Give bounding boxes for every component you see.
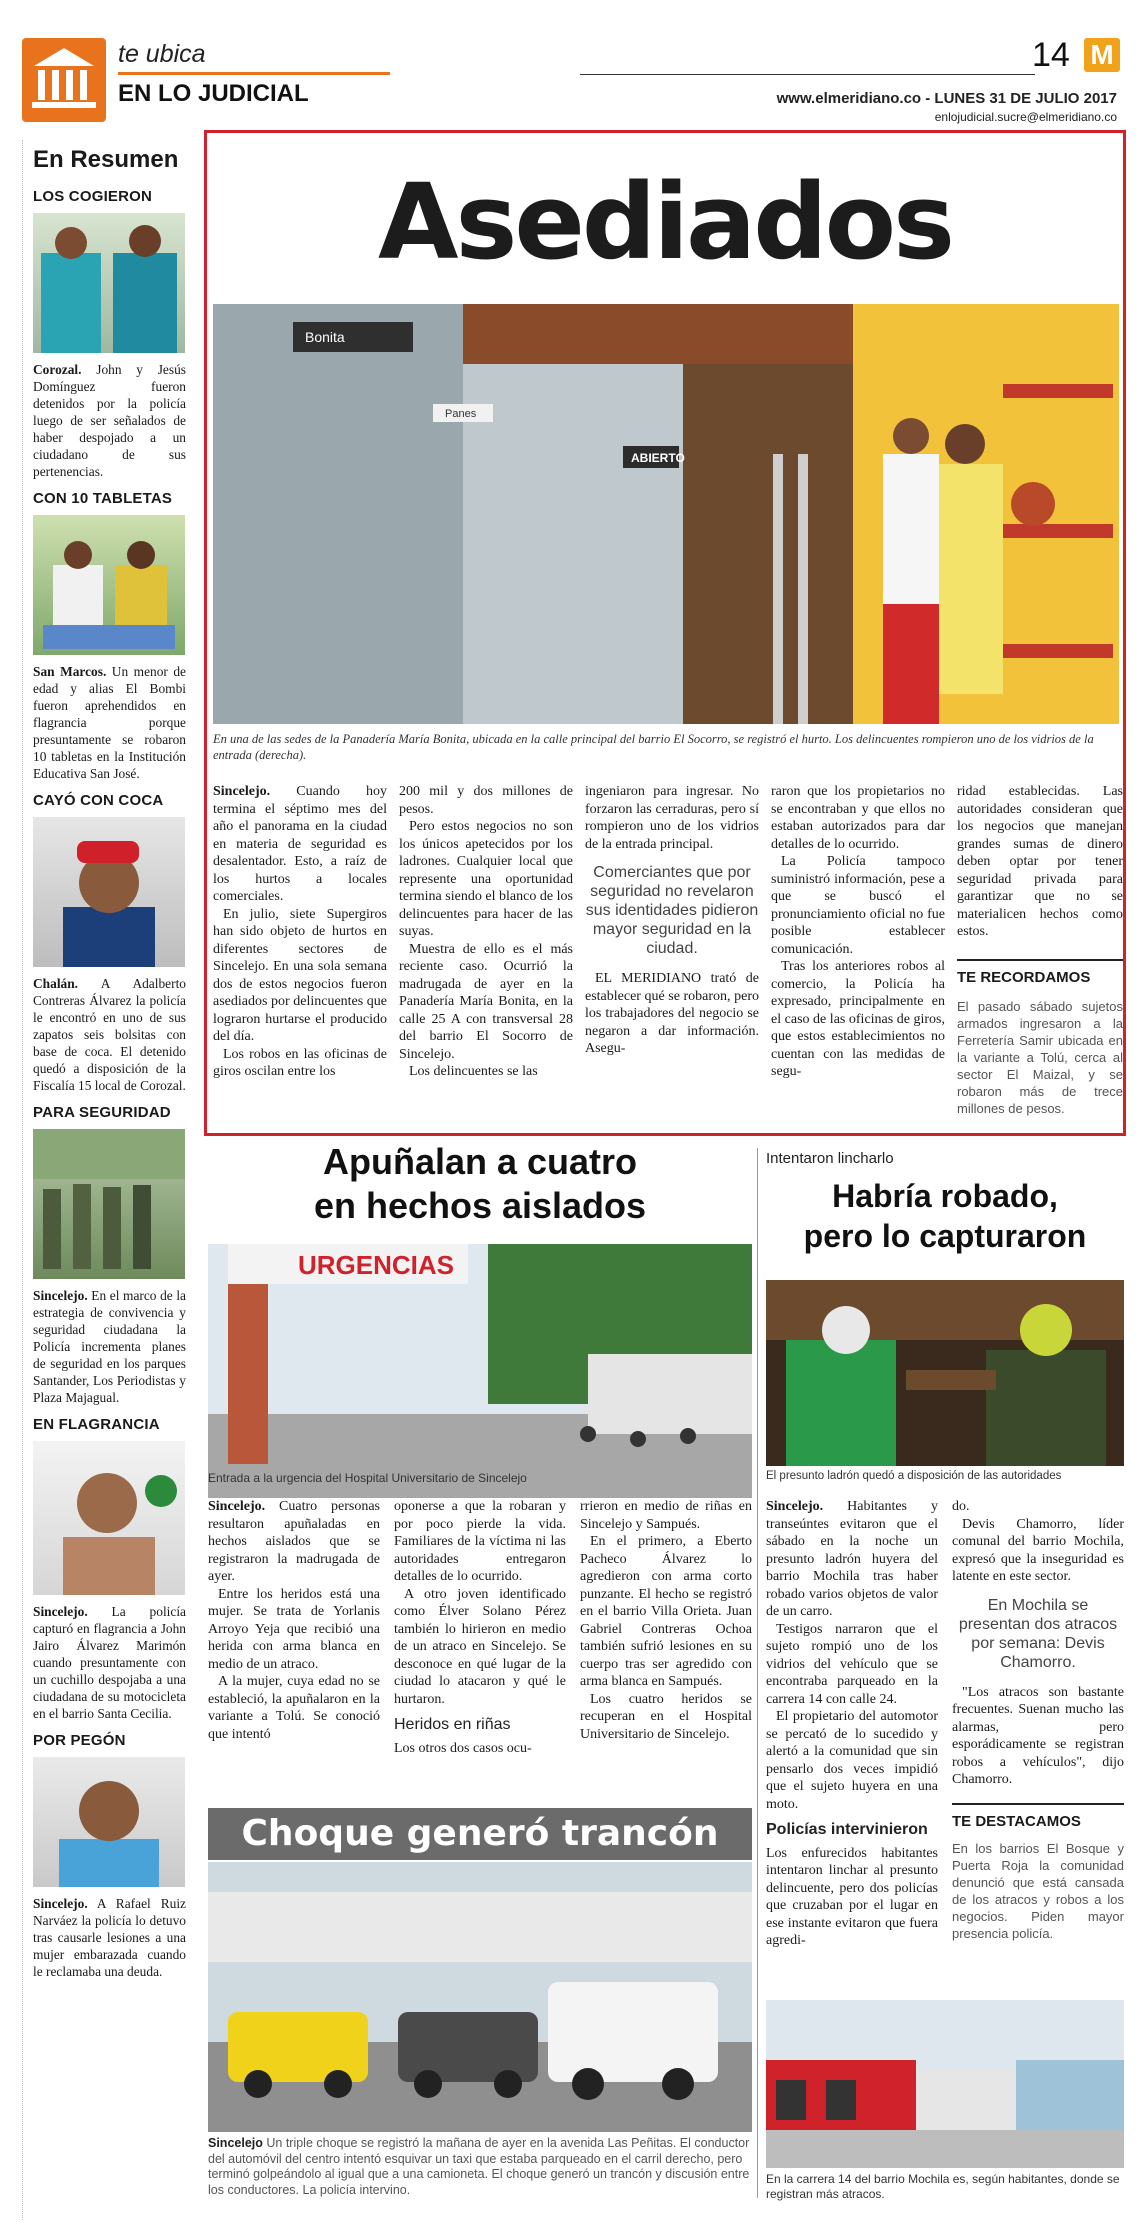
page-number: 14: [1032, 36, 1070, 74]
summary-item: [23, 1104, 192, 1406]
summary-sidebar: [22, 140, 192, 2220]
story-headline: Habría robado, pero lo capturaron: [803, 1178, 1087, 1254]
summary-photo: [33, 515, 185, 655]
summary-text: Sincelejo. A Rafael Ruiz Narváez la policía lo detuvo tras causarle lesiones a una mujer embarazada cuando le reclamaba una deuda.: [33, 1896, 186, 1979]
section-title: EN LO JUDICIAL: [118, 80, 309, 107]
summary-head: PARA SEGURIDAD: [33, 1104, 171, 1121]
main-story: [204, 130, 1126, 1136]
capture-caption: El presunto ladrón quedó a disposición de las autoridades: [766, 1470, 1062, 1482]
article-column: Sincelejo. Cuatro personas resultaron apuñaladas en hechos aislados que se registraron la madrugada de ayer. Entre los heridos está una mujer. Se trata de Yorlanis Arroyo Yeja que recibió una herida con arma blanca en medio de un atraco. A la mujer, cuya edad no se estableció, la apuñalaron en la variante a Tolú. Se conoció que intentó: [208, 1499, 380, 1742]
section-email[interactable]: enlojudicial.sucre@elmeridiano.co: [934, 110, 1117, 124]
summary-item: [23, 1732, 192, 1980]
summary-head: LOS COGIERON: [33, 188, 153, 205]
street-caption: En la carrera 14 del barrio Mochila es, según habitantes, donde se registran más atracos.: [766, 2172, 1120, 2201]
article-column: 200 mil y dos millones de pesos. Pero estos negocios no son los únicos apetecidos por los ladrones. Cualquier local que represente una oportunidad termina siendo el blanco de los delincuentes para hacer de las suyas. Muestra de ello es el más reciente caso. Ocurrió la madrugada de ayer en la Panadería María Bonita, en la calle 25 A con transversal 28 del barrio El Socorro de Sincelejo. Los delincuentes se las: [399, 784, 573, 1079]
highlight-heading: TE DESTACAMOS: [952, 1803, 1124, 1831]
bread-sign: Panes: [445, 408, 477, 420]
summary-head: CAYÓ CON COCA: [33, 792, 164, 809]
pull-quote: En Mochila se presentan dos atracos por semana: Devis Chamorro.: [958, 1596, 1118, 1671]
section-underline: [118, 72, 390, 75]
open-sign: ABIERTO: [631, 451, 685, 465]
courthouse-icon: [22, 38, 106, 122]
story-kicker: Intentaron lincharlo: [766, 1150, 894, 1167]
subheading: Heridos en riñas: [394, 1716, 511, 1733]
summary-item: [23, 792, 192, 1094]
stabbing-story-body: [208, 1498, 752, 1798]
remember-heading: TE RECORDAMOS: [957, 959, 1123, 987]
stabbing-story: [208, 1140, 752, 1280]
story-headline: Apuñalan a cuatro en hechos aislados: [313, 1141, 647, 1226]
main-headline: Asediados: [378, 161, 952, 283]
summary-text: Sincelejo. La policía capturó en flagrancia a John Jairo Álvarez Marimón cuando presuntamente con un cuchillo despojaba a una ciudadana de su motocicleta en el barrio Santa Cecilia.: [33, 1604, 186, 1721]
hospital-caption: Entrada a la urgencia del Hospital Universitario de Sincelejo: [208, 1471, 527, 1485]
article-column: ridad establecidas. Las autoridades consideran que los negocios que manejan grandes sumas de dinero deben optar por tener seguridad privada para garantizar que no se materialicen hechos como estos. TE RECORDAMOS El pasado sábado sujetos armados ingresaron a la Ferretería Samir ubicada en la variante a Tolú, cerca al sector El Maizal, y se robaron más de trece millones de pesos.: [957, 784, 1123, 1116]
article-column: Sincelejo. Habitantes y transeúntes evitaron que el sábado en la noche un presunto ladrón huyera del barrio Mochila tras haber robado varios objetos de valor de un carro. Testigos narraron que el sujeto rompió uno de los vidrios del vehículo que se encontraba parqueado en la carrera 14 con calle 24. El propietario del automotor se percató de lo sucedido y alertó a la comunidad que sin pensarlo dos veces impidió que el sujeto huyera en una moto. Policías intervinieron Los enfurecidos habitantes intentaron linchar al presunto delincuente, pero dos policías que cruzaban por el lugar en ese instante evitaron que fuera agredi-: [766, 1499, 938, 1948]
section-subtitle: te ubica: [118, 40, 206, 68]
capture-photo: [766, 1280, 1124, 1466]
summary-item: [23, 490, 192, 782]
urgencias-sign: URGENCIAS: [298, 1250, 455, 1280]
crash-photo: [208, 1862, 752, 2132]
sidebar-title: En Resumen: [33, 146, 179, 173]
summary-text: Sincelejo. En el marco de la estrategia de convivencia y seguridad ciudadana la Policía incrementa planes de seguridad en los parques Santander, Los Periodistas y Plaza Majagual.: [33, 1288, 186, 1405]
summary-head: POR PEGÓN: [33, 1732, 126, 1749]
summary-photo: [33, 1129, 185, 1279]
remember-text: El pasado sábado sujetos armados ingresaron a la Ferretería Samir ubicada en la variante a Tolú, cerca al sector El Maizal, y se robaron más de trece millones de pesos.: [957, 999, 1123, 1116]
crash-caption: Sincelejo Un triple choque se registró la mañana de ayer en la avenida Las Peñitas. El conductor del automóvil del centro intentó esquivar un taxi que estaba parqueado en el carril derecho, pero terminó golpeándolo al igual que a una camioneta. El choque generó un trancón y discusión entre los conductores. La policía intervino.: [208, 2136, 750, 2197]
street-photo: [766, 2000, 1124, 2168]
article-column: oponerse a que la robaran y por poco pierde la vida. Familiares de la víctima ni las autoridades entregaron detalles de lo ocurrido. A otro joven identificado como Élver Solano Pérez también lo hirieron en medio de un atraco en Sincelejo. Se desconoce en qué lugar de la ciudad lo atacaron y qué le hurtaron. Heridos en riñas Los otros dos casos ocu-: [394, 1499, 566, 1756]
header-rule: [580, 74, 1035, 75]
summary-head: CON 10 TABLETAS: [33, 490, 173, 507]
pull-quote: Comerciantes que por seguridad no revelaron sus identidades pidieron mayor seguridad en la ciudad.: [585, 864, 759, 957]
highlight-text: En los barrios El Bosque y Puerta Roja la comunidad denunció que está cansada de los atracos y robos a los negocios. Piden mayor presencia policía.: [952, 1841, 1124, 1941]
summary-item: [23, 188, 192, 480]
article-column: do. Devis Chamorro, líder comunal del barrio Mochila, expresó que la inseguridad es latente en este sector. En Mochila se presentan dos atracos por semana: Devis Chamorro. "Los atracos son bastante frecuentes. Suenan mucho las alarmas, pero esporádicamente se registran robos a vehículos", dijo Chamorro. TE DESTACAMOS En los barrios El Bosque y Puerta Roja la comunidad denunció que está cansada de los atracos y robos a los negocios. Piden mayor presencia policía.: [952, 1499, 1124, 1941]
hospital-photo: [208, 1244, 752, 1498]
summary-item: [23, 1416, 192, 1722]
summary-photo: [33, 817, 185, 967]
article-column: rrieron en medio de riñas en Sincelejo y Sampués. En el primero, a Eberto Pacheco Álvarez lo agredieron con arma corto punzante. El hecho se registró en el barrio Villa Orieta. Juan Gabriel Contreras Ochoa también sufrió lesiones en su cuerpo tras ser agredido con arma blanca en Sampués. Los cuatro heridos se recuperan en el Hospital Universitario de Sincelejo.: [580, 1499, 752, 1742]
article-column: ingeniaron para ingresar. No forzaron las cerraduras, pero sí rompieron uno de los vidrios de la entrada principal. Comerciantes que por seguridad no revelaron sus identidades pidieron mayor seguridad en la ciudad. EL MERIDIANO trató de establecer qué se robaron, pero los trabajadores del negocio se negaron a dar información. Asegu-: [585, 784, 759, 1056]
summary-text: Corozal. John y Jesús Domínguez fueron detenidos por la policía luego de ser señalados de haber despojado a un ciudadano de sus pertenencias.: [33, 362, 186, 479]
meridiano-logo: M: [1084, 38, 1120, 72]
summary-photo: [33, 1757, 185, 1887]
main-photo-caption: En una de las sedes de la Panadería María Bonita, ubicada en la calle principal del barrio El Socorro, se registró el hurto. Los delincuentes rompieron uno de los vidrios de la entrada (derecha).: [213, 732, 1094, 762]
summary-text: San Marcos. Un menor de edad y alias El Bombi fueron aprehendidos en flagrancia porque presuntamente se robaron 10 tabletas en la Institución Educativa San José.: [33, 664, 186, 781]
subheading: Policías intervinieron: [766, 1821, 928, 1838]
bakery-sign: Bonita: [305, 329, 345, 345]
bakery-photo: [213, 304, 1119, 724]
summary-photo: [33, 1441, 185, 1595]
summary-photo: [33, 213, 185, 353]
column-divider: [757, 1148, 758, 2198]
crash-banner: Choque generó trancón: [208, 1808, 752, 1860]
article-column: Sincelejo. Cuando hoy termina el séptimo mes del año el panorama en la ciudad en materia de seguridad es desalentador. Esto, a raíz de los hurtos a locales comerciales. En julio, siete Supergiros han sido objeto de hurtos en diferentes sectores de Sincelejo. En una sola semana dos de estos negocios fueron asediados por delincuentes que lograron hurtarse el producido del día. Los robos en las oficinas de giros oscilan entre los: [213, 784, 387, 1079]
site-date: www.elmeridiano.co - LUNES 31 DE JULIO 2017: [776, 90, 1117, 107]
article-column: raron que los propietarios no se encontraban y que ellos no estaban autorizados para dar detalles de lo ocurrido. La Policía tampoco suministró información, pese a que se buscó el pronunciamiento oficial no fue posible establecer comunicación. Tras los anteriores robos al comercio, la Policía ha expresado, principalmente en el caso de las oficinas de giros, que estos establecimientos no cuentan con las medidas de segu-: [771, 784, 945, 1079]
summary-head: EN FLAGRANCIA: [33, 1416, 160, 1433]
summary-text: Chalán. A Adalberto Contreras Álvarez la policía le encontró en uno de sus zapatos seis bolsitas con base de coca. El detenido quedó a disposición de la Fiscalía 15 local de Corozal.: [33, 976, 186, 1093]
